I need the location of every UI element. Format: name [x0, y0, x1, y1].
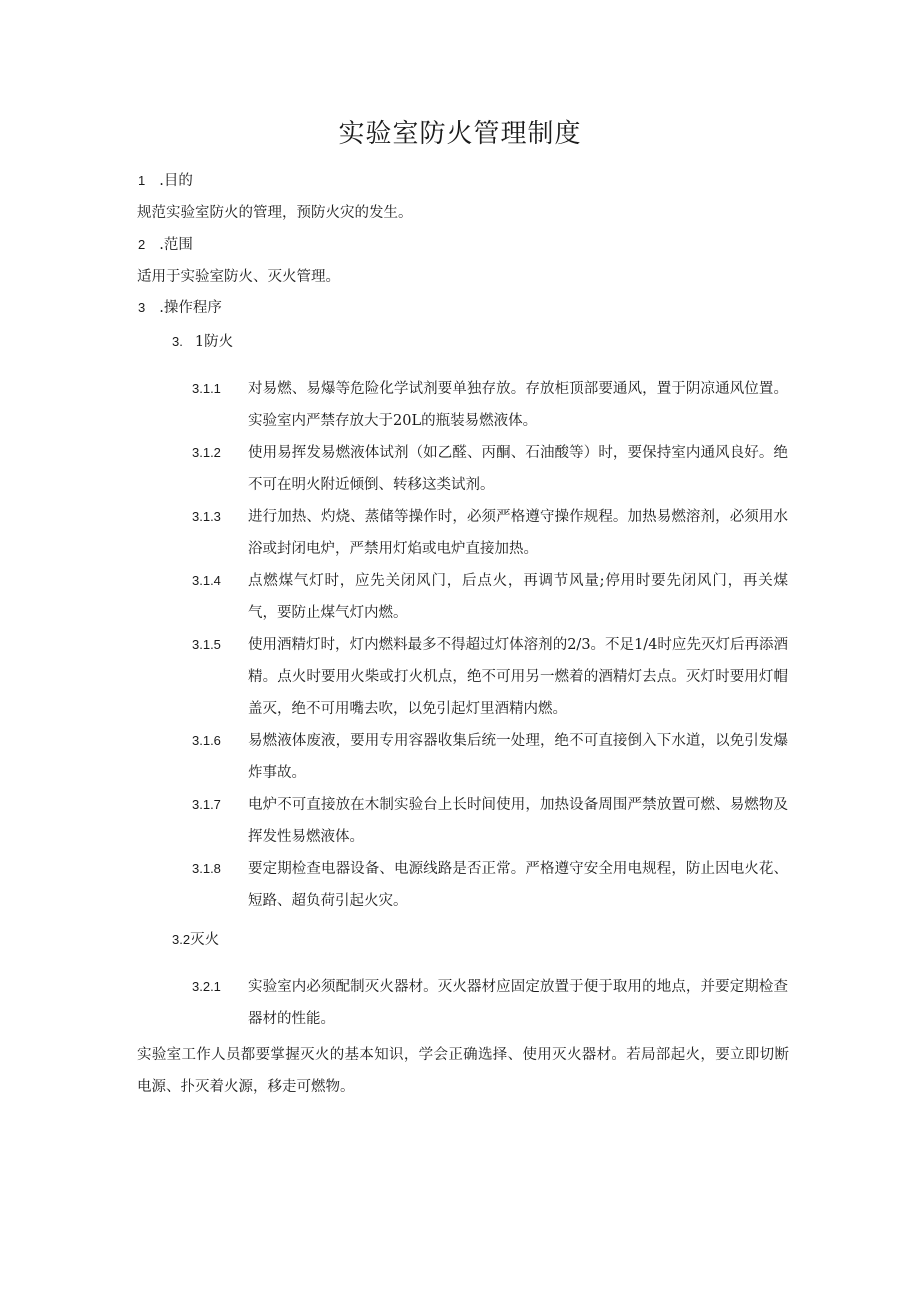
- closing-paragraph: 实验室工作人员都要掌握灭火的基本知识，学会正确选择、使用灭火器材。若局部起火，要立即切断电源、扑灭着火源，移走可燃物。: [137, 1047, 789, 1095]
- item-text: 电炉不可直接放在木制实验台上长时间使用，加热设备周围严禁放置可燃、易燃物及挥发性易燃液体。: [248, 797, 788, 845]
- subsection-3-1-heading: [172, 331, 233, 353]
- section-3-number: 3: [138, 300, 146, 315]
- item-number: 3.1.7: [192, 797, 221, 812]
- item-number: 3.1.4: [192, 573, 221, 588]
- section-1-heading: [138, 170, 193, 192]
- item-number: 3.1.8: [192, 861, 221, 876]
- item-number: 3.2.1: [192, 979, 221, 994]
- section-2-body: 适用于实验室防火、灭火管理。: [137, 269, 340, 285]
- section-1-number: 1: [138, 173, 146, 188]
- item-number: 3.1.5: [192, 637, 221, 652]
- item-number: 3.1.2: [192, 445, 221, 460]
- item-number: 3.1.3: [192, 509, 221, 524]
- subsection-3-1-title: 1防火: [194, 334, 234, 350]
- section-3-heading: [138, 297, 222, 319]
- item-text: 点燃煤气灯时，应先关闭风门，后点火，再调节风量;停用时要先闭风门，再关煤气，要防止煤气灯内燃。: [248, 573, 788, 621]
- item-text: 实验室内必须配制灭火器材。灭火器材应固定放置于便于取用的地点，并要定期检查器材的性能。: [248, 979, 788, 1027]
- item-text: 使用易挥发易燃液体试剂（如乙醛、丙酮、石油酸等）时，要保持室内通风良好。绝不可在明火附近倾倒、转移这类试剂。: [248, 445, 788, 493]
- item-number: 3.1.6: [192, 733, 221, 748]
- item-text: 易燃液体废液，要用专用容器收集后统一处理，绝不可直接倒入下水道，以免引发爆炸事故。: [248, 733, 788, 781]
- section-1-body: 规范实验室防火的管理，预防火灾的发生。: [137, 205, 413, 221]
- subsection-3-1-number: 3.: [172, 334, 183, 349]
- item-text: 对易燃、易爆等危险化学试剂要单独存放。存放柜顶部要通风，置于阴凉通风位置。实验室内严禁存放大于20L的瓶装易燃液体。: [248, 381, 788, 429]
- item-text: 进行加热、灼烧、蒸储等操作时，必须严格遵守操作规程。加热易燃溶剂，必须用水浴或封闭电炉，严禁用灯焰或电炉直接加热。: [248, 509, 788, 557]
- item-text: 使用酒精灯时，灯内燃料最多不得超过灯体溶剂的2/3。不足1/4时应先灭灯后再添酒精。点火时要用火柴或打火机点，绝不可用另一燃着的酒精灯去点。灭灯时要用灯帽盖灭，绝不可用嘴去吹，以免引起灯里酒精内燃。: [248, 637, 788, 717]
- subsection-3-2-title: 灭火: [190, 932, 220, 948]
- section-3-title: .操作程序: [159, 300, 222, 316]
- subsection-3-2-number: 3.2: [172, 932, 191, 947]
- item-text: 要定期检查电器设备、电源线路是否正常。严格遵守安全用电规程，防止因电火花、短路、超负荷引起火灾。: [248, 861, 788, 909]
- section-2-title: .范围: [159, 237, 193, 253]
- item-number: 3.1.1: [192, 381, 221, 396]
- document-title: 实验室防火管理制度: [338, 119, 582, 149]
- section-2-heading: [138, 234, 193, 256]
- section-2-number: 2: [138, 237, 146, 252]
- section-1-title: .目的: [159, 173, 193, 189]
- subsection-3-2-heading: [172, 929, 219, 951]
